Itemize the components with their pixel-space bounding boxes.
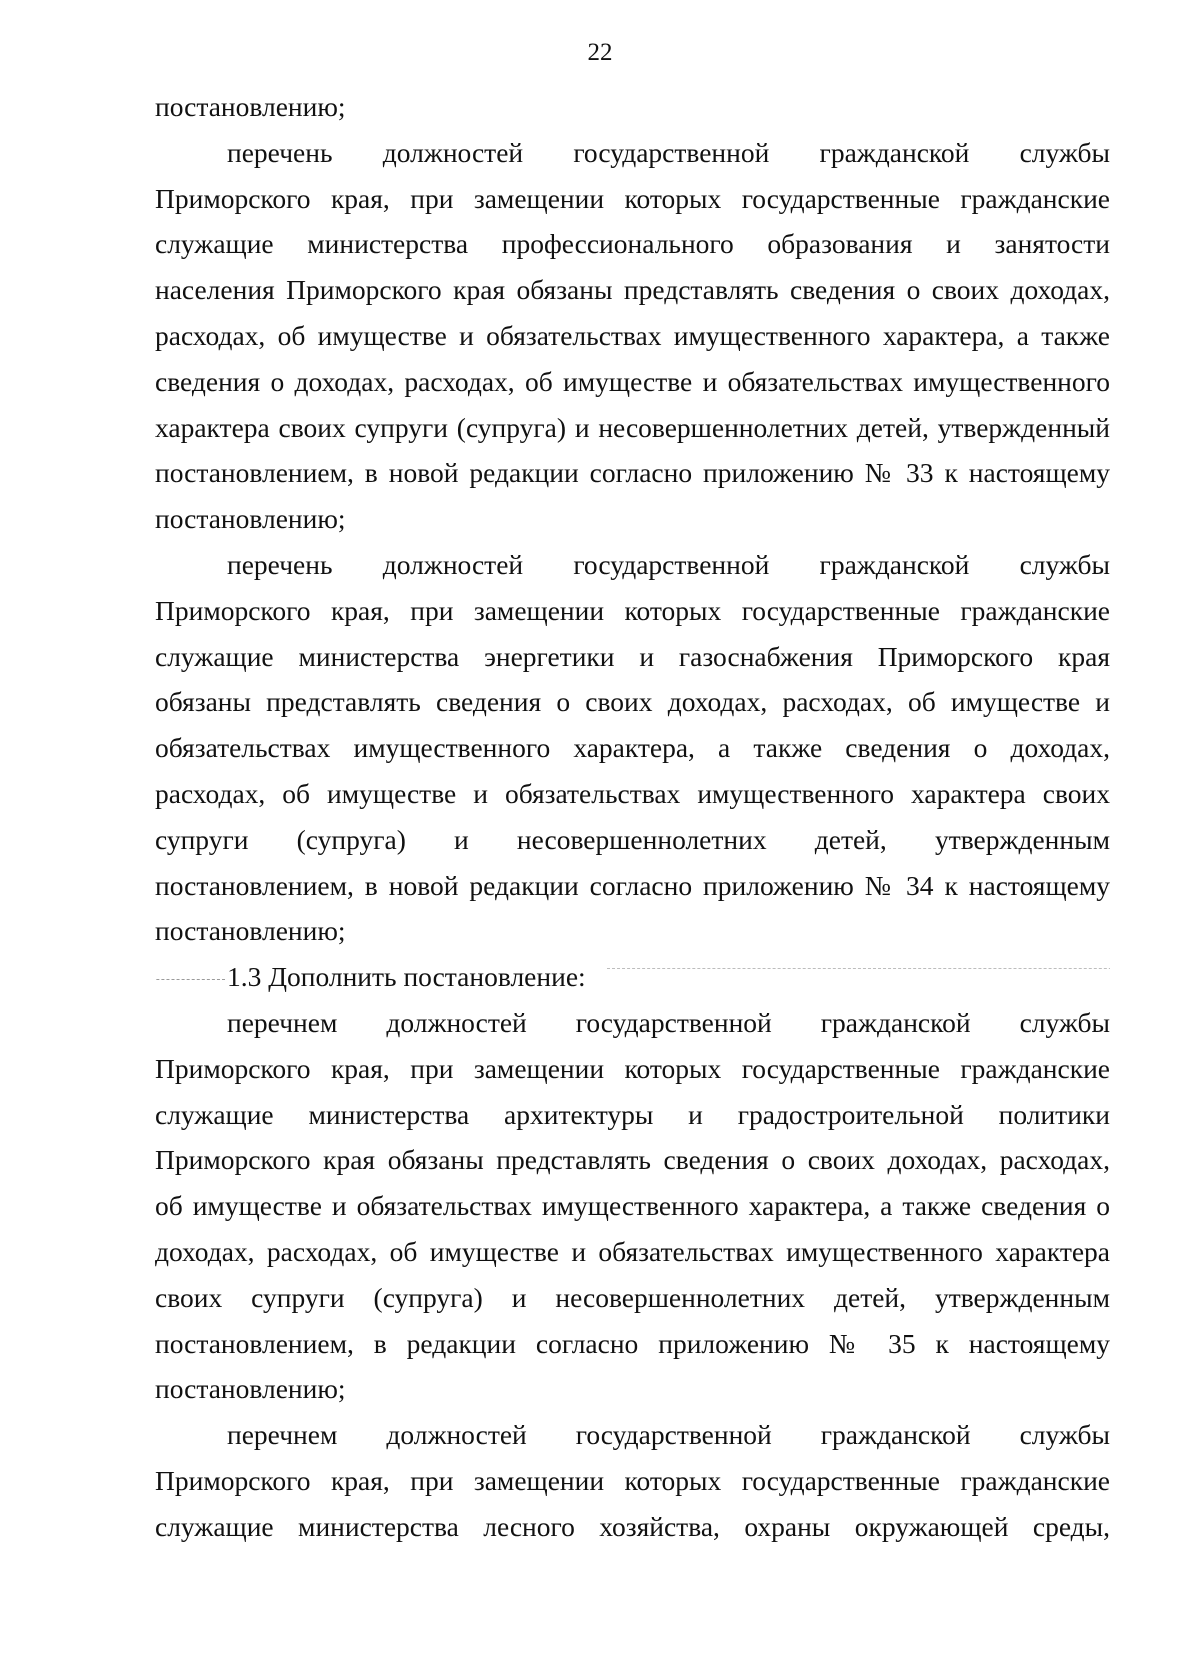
text-line: Приморского края, при замещении которых государственные гражданские — [155, 1464, 1110, 1496]
section-heading-text: 1.3 Дополнить постановление: — [227, 961, 586, 993]
text-line: доходах, расходах, об имуществе и обязательствах имущественного характера — [155, 1235, 1110, 1267]
text-line: расходах, об имуществе и обязательствах имущественного характера своих — [155, 777, 1110, 809]
page-number: 22 — [587, 39, 613, 66]
text-line: обязаны представлять сведения о своих доходах, расходах, об имуществе и — [155, 686, 1110, 718]
text-line: служащие министерства лесного хозяйства, охраны окружающей среды, — [155, 1510, 1110, 1542]
text-line: постановлением, в новой редакции согласно приложению № 34 к настоящему — [155, 869, 1110, 901]
text-line: Приморского края, при замещении которых государственные гражданские — [155, 182, 1110, 214]
text-line: постановлению; — [155, 91, 346, 122]
text-line: обязательствах имущественного характера, а также сведения о доходах, — [155, 732, 1110, 764]
text-line: перечнем должностей государственной гражданской службы — [227, 1419, 1110, 1451]
text-line: постановлению; — [155, 915, 346, 947]
text-line: постановлению; — [155, 503, 346, 535]
document-body — [155, 84, 1110, 1550]
scan-artifact-dash-left — [155, 979, 225, 980]
text-line: постановлением, в редакции согласно приложению № 35 к настоящему — [155, 1327, 1110, 1359]
text-line: служащие министерства архитектуры и градостроительной политики — [155, 1098, 1110, 1130]
text-line: Приморского края, при замещении которых государственные гражданские — [155, 1052, 1110, 1084]
text-line: сведения о доходах, расходах, об имуществе и обязательствах имущественного — [155, 365, 1110, 397]
section-heading-line — [155, 954, 1110, 1000]
text-line: Приморского края обязаны представлять сведения о своих доходах, расходах, — [155, 1144, 1110, 1176]
text-line: расходах, об имуществе и обязательствах имущественного характера, а также — [155, 319, 1110, 351]
text-line: населения Приморского края обязаны представлять сведения о своих доходах, — [155, 274, 1110, 306]
text-line: служащие министерства профессионального образования и занятости — [155, 228, 1110, 260]
text-line: перечнем должностей государственной гражданской службы — [227, 1006, 1110, 1038]
text-line: постановлению; — [155, 1373, 346, 1405]
text-line: Приморского края, при замещении которых государственные гражданские — [155, 594, 1110, 626]
text-line: служащие министерства энергетики и газоснабжения Приморского края — [155, 640, 1110, 672]
text-line: своих супруги (супруга) и несовершеннолетних детей, утвержденным — [155, 1281, 1110, 1313]
text-line: супруги (супруга) и несовершеннолетних детей, утвержденным — [155, 823, 1110, 855]
text-line: перечень должностей государственной гражданской службы — [227, 548, 1110, 580]
text-line: постановлением, в новой редакции согласно приложению № 33 к настоящему — [155, 457, 1110, 489]
text-line: характера своих супруги (супруга) и несовершеннолетних детей, утвержденный — [155, 411, 1110, 443]
text-line: перечень должностей государственной гражданской службы — [227, 136, 1110, 168]
text-line: об имуществе и обязательствах имущественного характера, а также сведения о — [155, 1190, 1110, 1222]
scan-artifact-dash-right — [607, 968, 1110, 969]
